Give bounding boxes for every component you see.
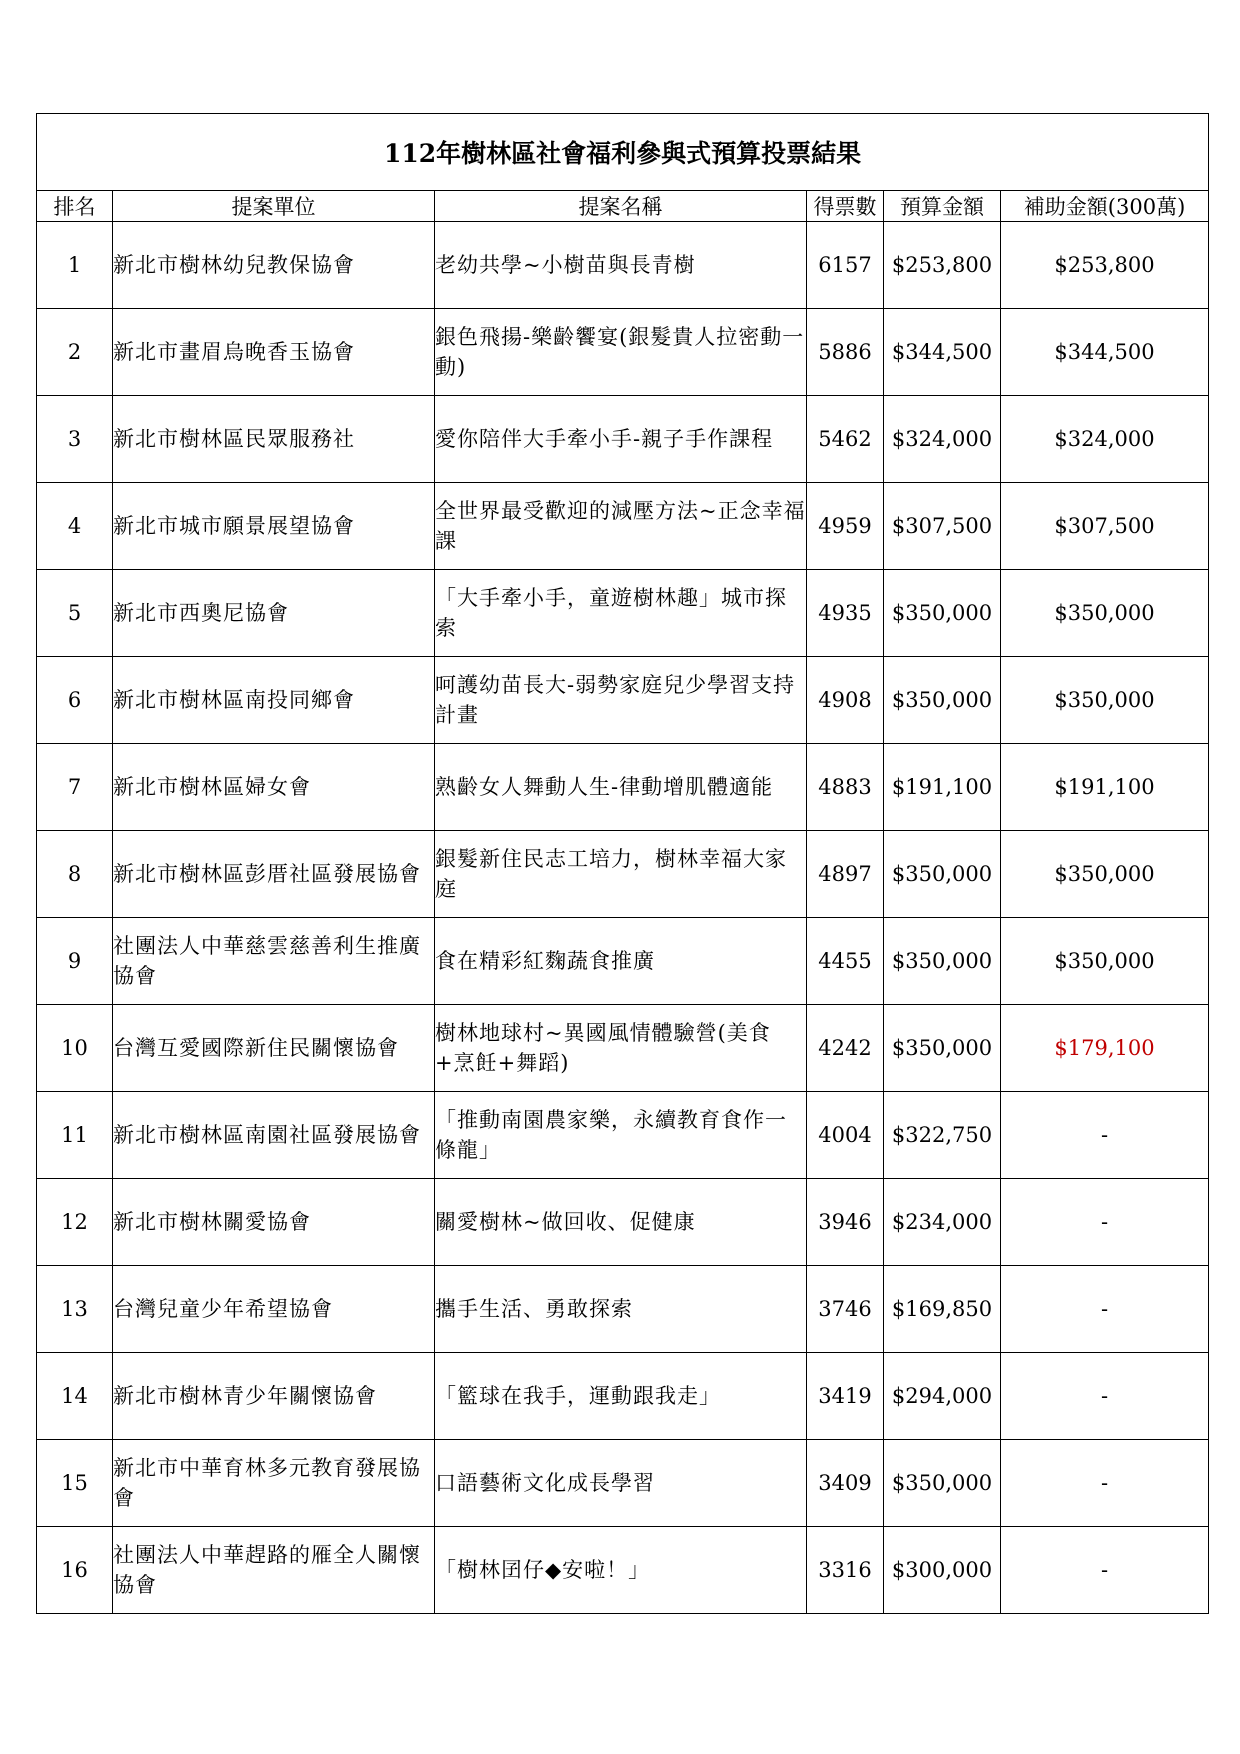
subsidy-cell: $350,000 <box>1001 570 1209 657</box>
subsidy-cell: $344,500 <box>1001 309 1209 396</box>
header-org: 提案單位 <box>113 191 435 222</box>
proposal-name-cell: 老幼共學~小樹苗與長青樹 <box>435 222 807 309</box>
rank-cell: 13 <box>37 1266 113 1353</box>
subsidy-cell: - <box>1001 1440 1209 1527</box>
budget-cell: $350,000 <box>884 918 1001 1005</box>
budget-cell: $322,750 <box>884 1092 1001 1179</box>
org-cell: 新北市城市願景展望協會 <box>113 483 435 570</box>
rank-cell: 6 <box>37 657 113 744</box>
rank-cell: 11 <box>37 1092 113 1179</box>
rank-cell: 7 <box>37 744 113 831</box>
votes-cell: 4897 <box>807 831 884 918</box>
budget-cell: $307,500 <box>884 483 1001 570</box>
votes-cell: 3946 <box>807 1179 884 1266</box>
org-cell: 新北市樹林區南園社區發展協會 <box>113 1092 435 1179</box>
budget-cell: $350,000 <box>884 570 1001 657</box>
table-row <box>37 1353 1209 1440</box>
table-row <box>37 396 1209 483</box>
header-name: 提案名稱 <box>435 191 807 222</box>
votes-cell: 5462 <box>807 396 884 483</box>
org-cell: 新北市樹林區彭厝社區發展協會 <box>113 831 435 918</box>
org-cell: 新北市樹林區婦女會 <box>113 744 435 831</box>
subsidy-cell: - <box>1001 1266 1209 1353</box>
org-cell: 新北市樹林青少年關懷協會 <box>113 1353 435 1440</box>
org-cell: 新北市樹林關愛協會 <box>113 1179 435 1266</box>
rank-cell: 9 <box>37 918 113 1005</box>
budget-cell: $294,000 <box>884 1353 1001 1440</box>
budget-cell: $300,000 <box>884 1527 1001 1614</box>
budget-cell: $191,100 <box>884 744 1001 831</box>
votes-cell: 3419 <box>807 1353 884 1440</box>
table-row <box>37 1092 1209 1179</box>
votes-cell: 4959 <box>807 483 884 570</box>
budget-cell: $350,000 <box>884 657 1001 744</box>
budget-cell: $350,000 <box>884 1440 1001 1527</box>
proposal-name-cell: 熟齡女人舞動人生-律動增肌體適能 <box>435 744 807 831</box>
rank-cell: 16 <box>37 1527 113 1614</box>
rank-cell: 1 <box>37 222 113 309</box>
rank-cell: 3 <box>37 396 113 483</box>
header-budget: 預算金額 <box>884 191 1001 222</box>
proposal-name-cell: 銀髮新住民志工培力，樹林幸福大家庭 <box>435 831 807 918</box>
table-row <box>37 1266 1209 1353</box>
votes-cell: 3746 <box>807 1266 884 1353</box>
org-cell: 新北市樹林區南投同鄉會 <box>113 657 435 744</box>
votes-cell: 6157 <box>807 222 884 309</box>
budget-cell: $344,500 <box>884 309 1001 396</box>
org-cell: 社團法人中華趕路的雁全人關懷協會 <box>113 1527 435 1614</box>
votes-cell: 4455 <box>807 918 884 1005</box>
org-cell: 新北市樹林幼兒教保協會 <box>113 222 435 309</box>
budget-cell: $350,000 <box>884 1005 1001 1092</box>
subsidy-cell: $179,100 <box>1001 1005 1209 1092</box>
org-cell: 新北市西奧尼協會 <box>113 570 435 657</box>
org-cell: 新北市中華育林多元教育發展協會 <box>113 1440 435 1527</box>
proposal-name-cell: 「推動南園農家樂，永續教育食作一條龍」 <box>435 1092 807 1179</box>
votes-cell: 4935 <box>807 570 884 657</box>
proposal-name-cell: 食在精彩紅麴蔬食推廣 <box>435 918 807 1005</box>
subsidy-cell: - <box>1001 1179 1209 1266</box>
subsidy-cell: - <box>1001 1353 1209 1440</box>
budget-cell: $324,000 <box>884 396 1001 483</box>
subsidy-cell: $350,000 <box>1001 918 1209 1005</box>
title-row <box>37 114 1209 191</box>
header-votes: 得票數 <box>807 191 884 222</box>
table-row <box>37 1005 1209 1092</box>
votes-cell: 4908 <box>807 657 884 744</box>
proposal-name-cell: 全世界最受歡迎的減壓方法~正念幸福課 <box>435 483 807 570</box>
header-rank: 排名 <box>37 191 113 222</box>
rank-cell: 10 <box>37 1005 113 1092</box>
table-row <box>37 1179 1209 1266</box>
org-cell: 新北市畫眉烏晚香玉協會 <box>113 309 435 396</box>
proposal-name-cell: 「大手牽小手，童遊樹林趣」城市探索 <box>435 570 807 657</box>
rank-cell: 5 <box>37 570 113 657</box>
org-cell: 社團法人中華慈雲慈善利生推廣協會 <box>113 918 435 1005</box>
votes-cell: 4004 <box>807 1092 884 1179</box>
votes-cell: 4883 <box>807 744 884 831</box>
proposal-name-cell: 樹林地球村~異國風情體驗營(美食+烹飪+舞蹈) <box>435 1005 807 1092</box>
table-row <box>37 744 1209 831</box>
subsidy-cell: $191,100 <box>1001 744 1209 831</box>
proposal-name-cell: 呵護幼苗長大-弱勢家庭兒少學習支持計畫 <box>435 657 807 744</box>
votes-cell: 5886 <box>807 309 884 396</box>
proposal-name-cell: 愛你陪伴大手牽小手-親子手作課程 <box>435 396 807 483</box>
table-row <box>37 1527 1209 1614</box>
budget-cell: $234,000 <box>884 1179 1001 1266</box>
header-subsidy: 補助金額(300萬) <box>1001 191 1209 222</box>
header-row <box>37 191 1209 222</box>
table-row <box>37 657 1209 744</box>
proposal-name-cell: 銀色飛揚-樂齡饗宴(銀髮貴人拉密動一動) <box>435 309 807 396</box>
votes-cell: 4242 <box>807 1005 884 1092</box>
table-row <box>37 570 1209 657</box>
rank-cell: 14 <box>37 1353 113 1440</box>
proposal-name-cell: 關愛樹林~做回收、促健康 <box>435 1179 807 1266</box>
org-cell: 新北市樹林區民眾服務社 <box>113 396 435 483</box>
budget-cell: $169,850 <box>884 1266 1001 1353</box>
subsidy-cell: $307,500 <box>1001 483 1209 570</box>
proposal-name-cell: 「籃球在我手，運動跟我走」 <box>435 1353 807 1440</box>
table-row <box>37 309 1209 396</box>
proposal-name-cell: 攜手生活、勇敢探索 <box>435 1266 807 1353</box>
budget-cell: $253,800 <box>884 222 1001 309</box>
table-row <box>37 222 1209 309</box>
rank-cell: 4 <box>37 483 113 570</box>
org-cell: 台灣互愛國際新住民關懷協會 <box>113 1005 435 1092</box>
rank-cell: 2 <box>37 309 113 396</box>
page-title: 112年樹林區社會福利參與式預算投票結果 <box>37 114 1209 191</box>
votes-cell: 3316 <box>807 1527 884 1614</box>
proposal-name-cell: 口語藝術文化成長學習 <box>435 1440 807 1527</box>
rank-cell: 12 <box>37 1179 113 1266</box>
table-row <box>37 918 1209 1005</box>
table-row <box>37 483 1209 570</box>
results-table <box>36 113 1209 1614</box>
budget-cell: $350,000 <box>884 831 1001 918</box>
rank-cell: 8 <box>37 831 113 918</box>
subsidy-cell: - <box>1001 1527 1209 1614</box>
rank-cell: 15 <box>37 1440 113 1527</box>
subsidy-cell: - <box>1001 1092 1209 1179</box>
table-row <box>37 831 1209 918</box>
subsidy-cell: $324,000 <box>1001 396 1209 483</box>
table-row <box>37 1440 1209 1527</box>
subsidy-cell: $253,800 <box>1001 222 1209 309</box>
subsidy-cell: $350,000 <box>1001 657 1209 744</box>
proposal-name-cell: 「樹林囝仔◆安啦！」 <box>435 1527 807 1614</box>
org-cell: 台灣兒童少年希望協會 <box>113 1266 435 1353</box>
subsidy-cell: $350,000 <box>1001 831 1209 918</box>
votes-cell: 3409 <box>807 1440 884 1527</box>
